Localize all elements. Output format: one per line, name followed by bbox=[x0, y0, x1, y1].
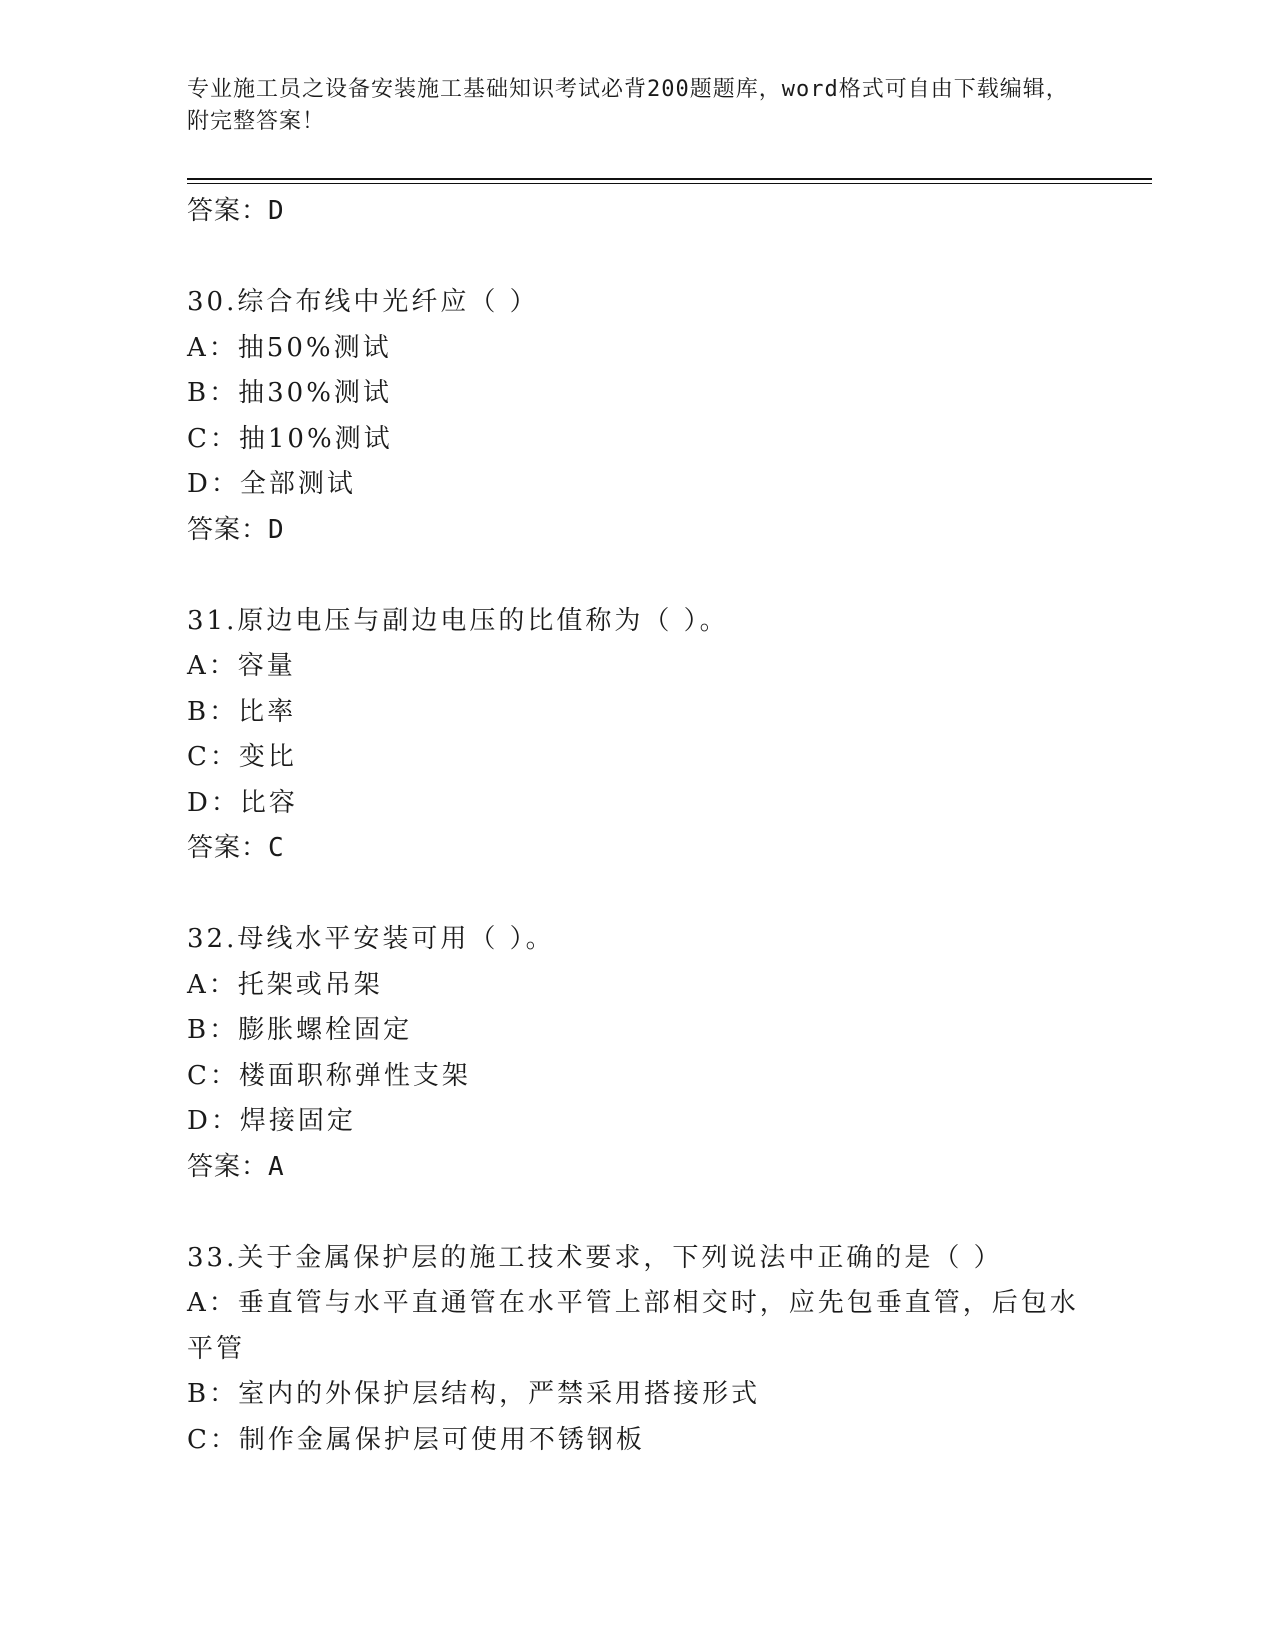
option-c: C：楼面职称弹性支架 bbox=[187, 1060, 471, 1091]
option-d: D：全部测试 bbox=[187, 469, 356, 499]
option-b: B：室内的外保护层结构，严禁采用搭接形式 bbox=[187, 1379, 761, 1409]
answer-line: 答案：D bbox=[187, 196, 285, 226]
option-b: B：膨胀螺栓固定 bbox=[187, 1015, 413, 1045]
option-c: C：抽10%测试 bbox=[187, 423, 393, 454]
option-d: D：焊接固定 bbox=[187, 1106, 356, 1136]
question-title: 32.母线水平安装可用（ ）。 bbox=[187, 924, 555, 954]
header-rule-thick bbox=[187, 178, 1152, 180]
option-a: A：托架或吊架 bbox=[187, 969, 383, 1000]
answer-line: 答案：C bbox=[187, 833, 285, 863]
question-title: 31.原边电压与副边电压的比值称为（ ）。 bbox=[187, 605, 729, 636]
document-body bbox=[187, 189, 1087, 1463]
question-title: 33.关于金属保护层的施工技术要求，下列说法中正确的是（ ） bbox=[187, 1242, 1003, 1273]
option-c: C：变比 bbox=[187, 742, 297, 772]
option-a: A：抽50%测试 bbox=[187, 332, 392, 363]
option-a: A：垂直管与水平直通管在水平管上部相交时，应先包垂直管，后包水平管 bbox=[187, 1288, 1079, 1364]
document-header: 专业施工员之设备安装施工基础知识考试必背200题题库，word格式可自由下载编辑，附完整答案！ bbox=[187, 77, 1069, 134]
header-rule-thin bbox=[187, 183, 1152, 184]
option-b: B：比率 bbox=[187, 696, 297, 727]
question-title: 30.综合布线中光纤应（ ） bbox=[187, 287, 539, 317]
option-d: D：比容 bbox=[187, 787, 298, 818]
option-c: C：制作金属保护层可使用不锈钢板 bbox=[187, 1424, 645, 1455]
answer-line: 答案：A bbox=[187, 1151, 285, 1182]
answer-line: 答案：D bbox=[187, 514, 285, 545]
option-a: A：容量 bbox=[187, 651, 296, 681]
option-b: B：抽30%测试 bbox=[187, 378, 392, 408]
